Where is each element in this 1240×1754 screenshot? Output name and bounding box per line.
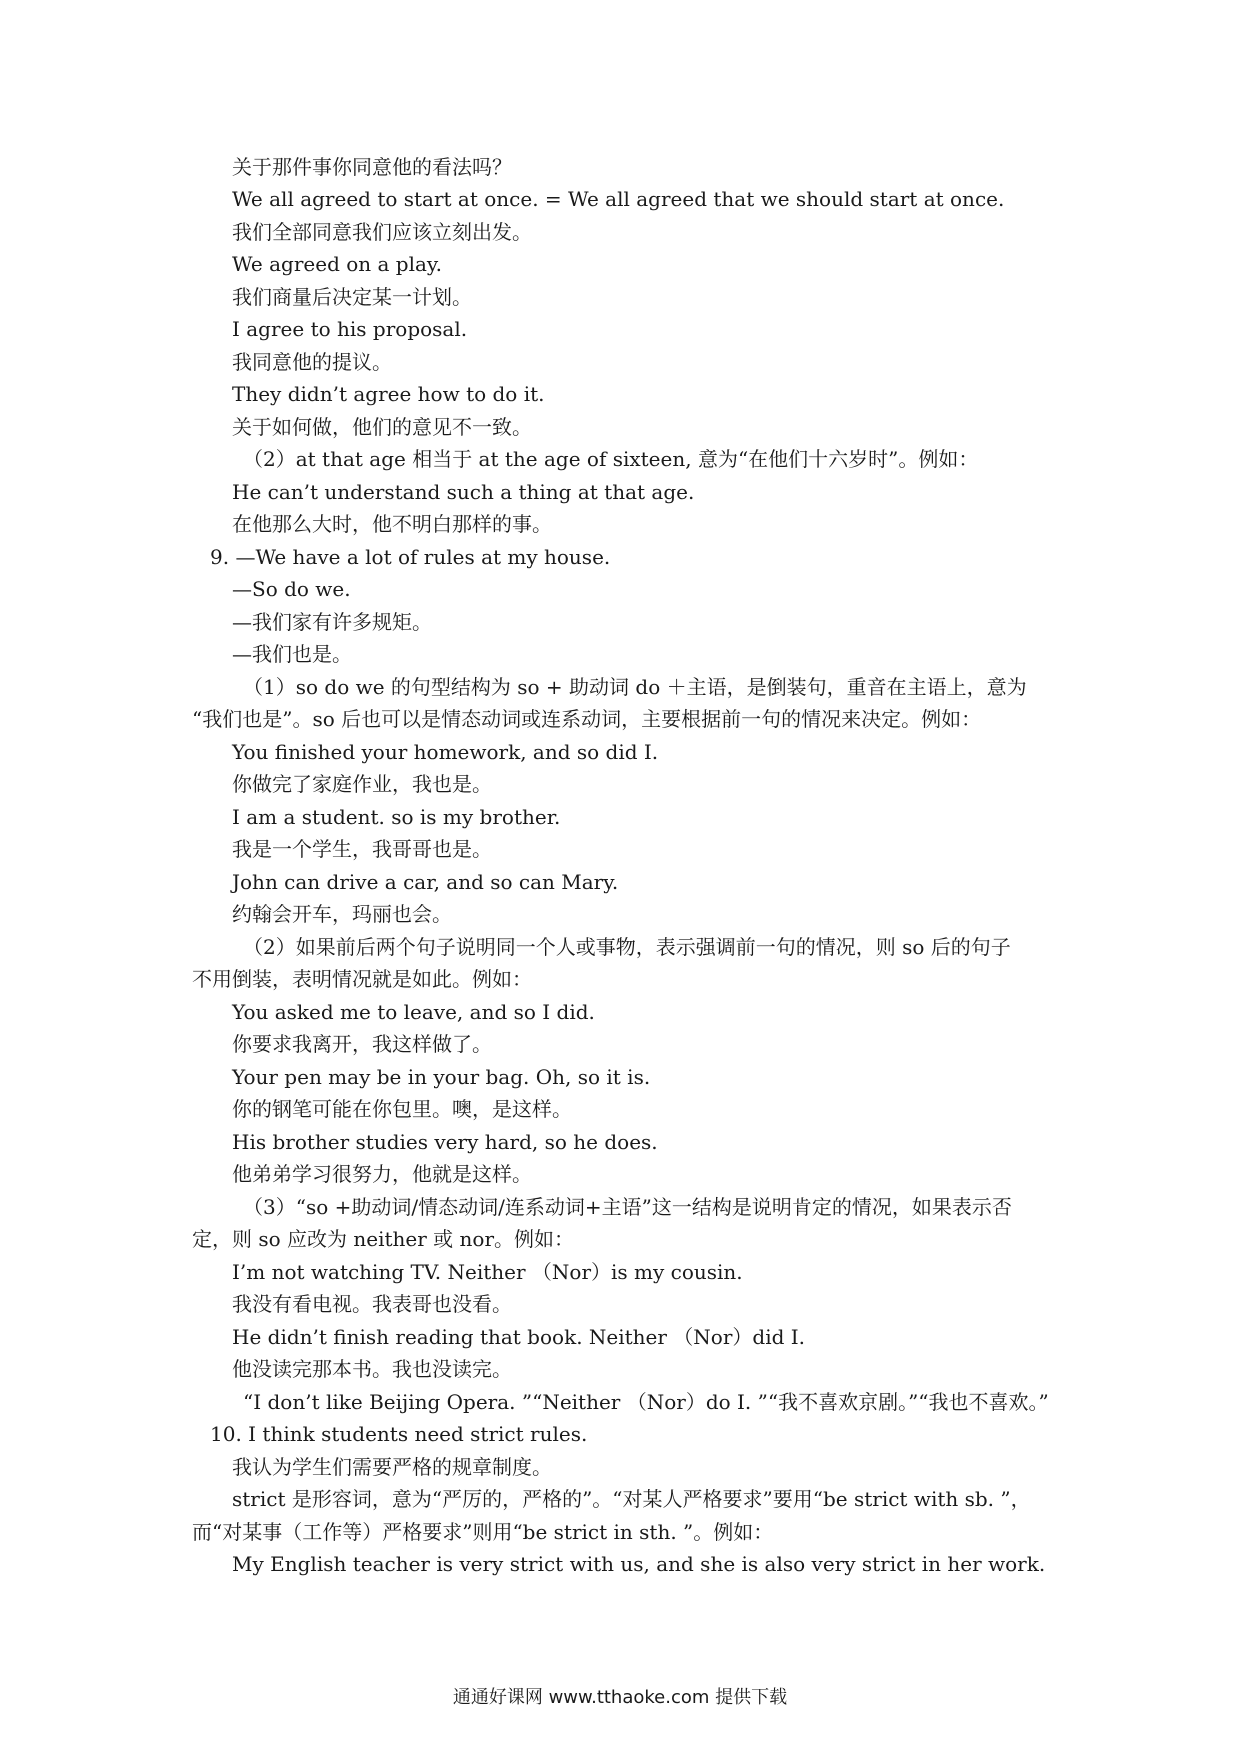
text-line: “I don’t like Beijing Opera. ”“Neither （Nor）do I. ”“我不喜欢京剧。”“我也不喜欢。” bbox=[243, 1390, 1049, 1414]
text-line: 在他那么大时，他不明白那样的事。 bbox=[232, 512, 552, 536]
text-line: He didn’t finish reading that book. Neither （Nor）did I. bbox=[232, 1325, 806, 1349]
text-line: 我认为学生们需要严格的规章制度。 bbox=[232, 1455, 552, 1479]
text-line: 你的钢笔可能在你包里。噢，是这样。 bbox=[232, 1097, 572, 1121]
text-line: 约翰会开车，玛丽也会。 bbox=[232, 902, 452, 926]
text-line: 他弟弟学习很努力，他就是这样。 bbox=[232, 1162, 532, 1186]
text-line: We all agreed to start at once. = We all agreed that we should start at once. bbox=[232, 187, 1005, 211]
text-line: 我们全部同意我们应该立刻出发。 bbox=[232, 220, 532, 244]
text-line: 而“对某事（工作等）严格要求”则用“be strict in sth. ”。例如： bbox=[192, 1520, 774, 1544]
text-line: 9. —We have a lot of rules at my house. bbox=[210, 545, 611, 569]
text-line: You finished your homework, and so did I. bbox=[232, 740, 659, 764]
text-line: （3）“so +助动词/情态动词/连系动词+主语”这一结构是说明肯定的情况，如果表示否 bbox=[243, 1195, 1012, 1219]
page-footer: 通通好课网 www.tthaoke.com 提供下载 bbox=[452, 1687, 788, 1708]
text-line: strict 是形容词，意为“严厉的，严格的”。“对某人严格要求”要用“be strict with sb. ”， bbox=[232, 1487, 1031, 1511]
text-line: （2）如果前后两个句子说明同一个人或事物，表示强调前一句的情况，则 so 后的句子 bbox=[243, 935, 1011, 959]
text-line: 你做完了家庭作业，我也是。 bbox=[232, 772, 492, 796]
text-line: 关于那件事你同意他的看法吗？ bbox=[232, 155, 512, 179]
text-line: Your pen may be in your bag. Oh, so it is. bbox=[232, 1065, 651, 1089]
text-line: My English teacher is very strict with us, and she is also very strict in her work. bbox=[232, 1552, 1046, 1576]
text-line: 我没有看电视。我表哥也没看。 bbox=[232, 1292, 512, 1316]
text-line: （2）at that age 相当于 at the age of sixteen, 意为“在他们十六岁时”。例如： bbox=[243, 447, 979, 471]
text-line: 我同意他的提议。 bbox=[232, 350, 392, 374]
text-line: He can’t understand such a thing at that age. bbox=[232, 480, 695, 504]
text-line: I am a student. so is my brother. bbox=[232, 805, 561, 829]
text-line: 我是一个学生，我哥哥也是。 bbox=[232, 837, 492, 861]
text-line: They didn’t agree how to do it. bbox=[232, 382, 545, 406]
text-line: “我们也是”。so 后也可以是情态动词或连系动词，主要根据前一句的情况来决定。例如： bbox=[192, 707, 982, 731]
text-line: 我们商量后决定某一计划。 bbox=[232, 285, 472, 309]
text-line: You asked me to leave, and so I did. bbox=[232, 1000, 595, 1024]
text-line: 你要求我离开，我这样做了。 bbox=[232, 1032, 492, 1056]
text-line: John can drive a car, and so can Mary. bbox=[232, 870, 619, 894]
text-line: 10. I think students need strict rules. bbox=[210, 1422, 588, 1446]
text-line: 不用倒装，表明情况就是如此。例如： bbox=[192, 967, 532, 991]
text-line: We agreed on a play. bbox=[232, 252, 442, 276]
text-line: —So do we. bbox=[232, 577, 351, 601]
text-line: I’m not watching TV. Neither （Nor）is my cousin. bbox=[232, 1260, 743, 1284]
text-line: I agree to his proposal. bbox=[232, 317, 468, 341]
text-line: 定，则 so 应改为 neither 或 nor。例如： bbox=[192, 1227, 575, 1251]
text-line: —我们家有许多规矩。 bbox=[232, 610, 432, 634]
text-line: （1）so do we 的句型结构为 so + 助动词 do ＋主语，是倒装句，重音在主语上，意为 bbox=[243, 675, 1027, 699]
text-line: 关于如何做，他们的意见不一致。 bbox=[232, 415, 532, 439]
text-line: 他没读完那本书。我也没读完。 bbox=[232, 1357, 512, 1381]
text-line: His brother studies very hard, so he does. bbox=[232, 1130, 658, 1154]
text-line: —我们也是。 bbox=[232, 642, 352, 666]
